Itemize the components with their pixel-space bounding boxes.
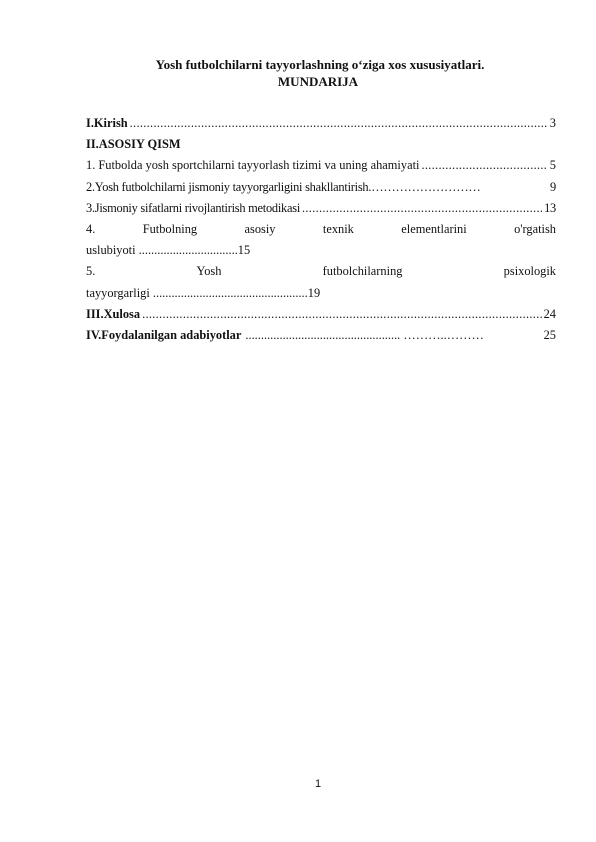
toc-entry-label: II.ASOSIY QISM <box>86 137 181 152</box>
toc-entry-label: 1. Futbolda yosh sportchilarni tayyorlash tizimi va uning ahamiyati <box>86 158 420 173</box>
toc-page-number: 3 <box>549 116 556 130</box>
toc-word: futbolchilarning <box>322 264 403 279</box>
dot-leader <box>421 155 547 176</box>
toc-entry-item3[interactable] <box>86 198 556 219</box>
toc-word: Futbolning <box>142 221 198 236</box>
toc-entry-kirish[interactable] <box>86 113 556 134</box>
toc-word: o'rgatish <box>514 221 556 236</box>
toc-word: 4. <box>86 221 96 236</box>
dot-leader: .................................................. ………..……… <box>245 327 484 342</box>
toc-entry-label: 2.Yosh futbolchilarni jismoniy tayyorgarligini shakllantirish. <box>86 179 372 194</box>
toc-page-number: 9 <box>550 179 556 194</box>
toc-entry-adabiyotlar[interactable] <box>86 325 556 346</box>
dot-leader <box>142 304 542 325</box>
toc-entry-item5[interactable] <box>86 261 556 282</box>
dot-leader <box>130 113 548 134</box>
toc-word: asosiy <box>244 221 276 236</box>
toc-entry-label: I.Kirish <box>86 116 128 130</box>
dot-leader: ……………………… <box>371 179 481 194</box>
table-of-contents <box>86 113 556 346</box>
toc-entry-item4[interactable] <box>86 219 556 240</box>
toc-word: texnik <box>322 221 354 236</box>
toc-word: Yosh <box>196 264 222 279</box>
toc-word: elementlarini <box>401 221 467 236</box>
toc-page-number: 5 <box>549 158 556 173</box>
toc-page-number: 13 <box>544 200 556 215</box>
toc-entry-label: 3.Jismoniy sifatlarni rivojlantirish metodikasi <box>86 200 301 215</box>
toc-entry-item5-continuation: tayyorgarligi ..................................................19 <box>86 285 321 300</box>
toc-entry-item1[interactable] <box>86 155 556 176</box>
toc-entry-item2[interactable] <box>86 177 556 198</box>
toc-entry-label: III.Xulosa <box>86 306 141 321</box>
document-title: Yosh futbolchilarni tayyorlashning o‘ziga xos xususiyatlari. <box>155 57 485 72</box>
contents-heading: MUNDARIJA <box>277 74 359 89</box>
toc-entry-label: IV.Foydalanilgan adabiyotlar <box>86 327 242 342</box>
toc-page-number: 25 <box>543 327 556 342</box>
toc-entry-item4-continuation: uslubiyoti ................................15 <box>86 243 251 258</box>
toc-entry-xulosa[interactable] <box>86 304 556 325</box>
toc-section-heading[interactable] <box>86 134 556 155</box>
page-number: 1 <box>314 778 322 790</box>
toc-word: 5. <box>86 264 96 279</box>
toc-page-number: 24 <box>543 306 556 321</box>
dot-leader <box>302 198 542 219</box>
toc-word: psixologik <box>503 264 556 279</box>
